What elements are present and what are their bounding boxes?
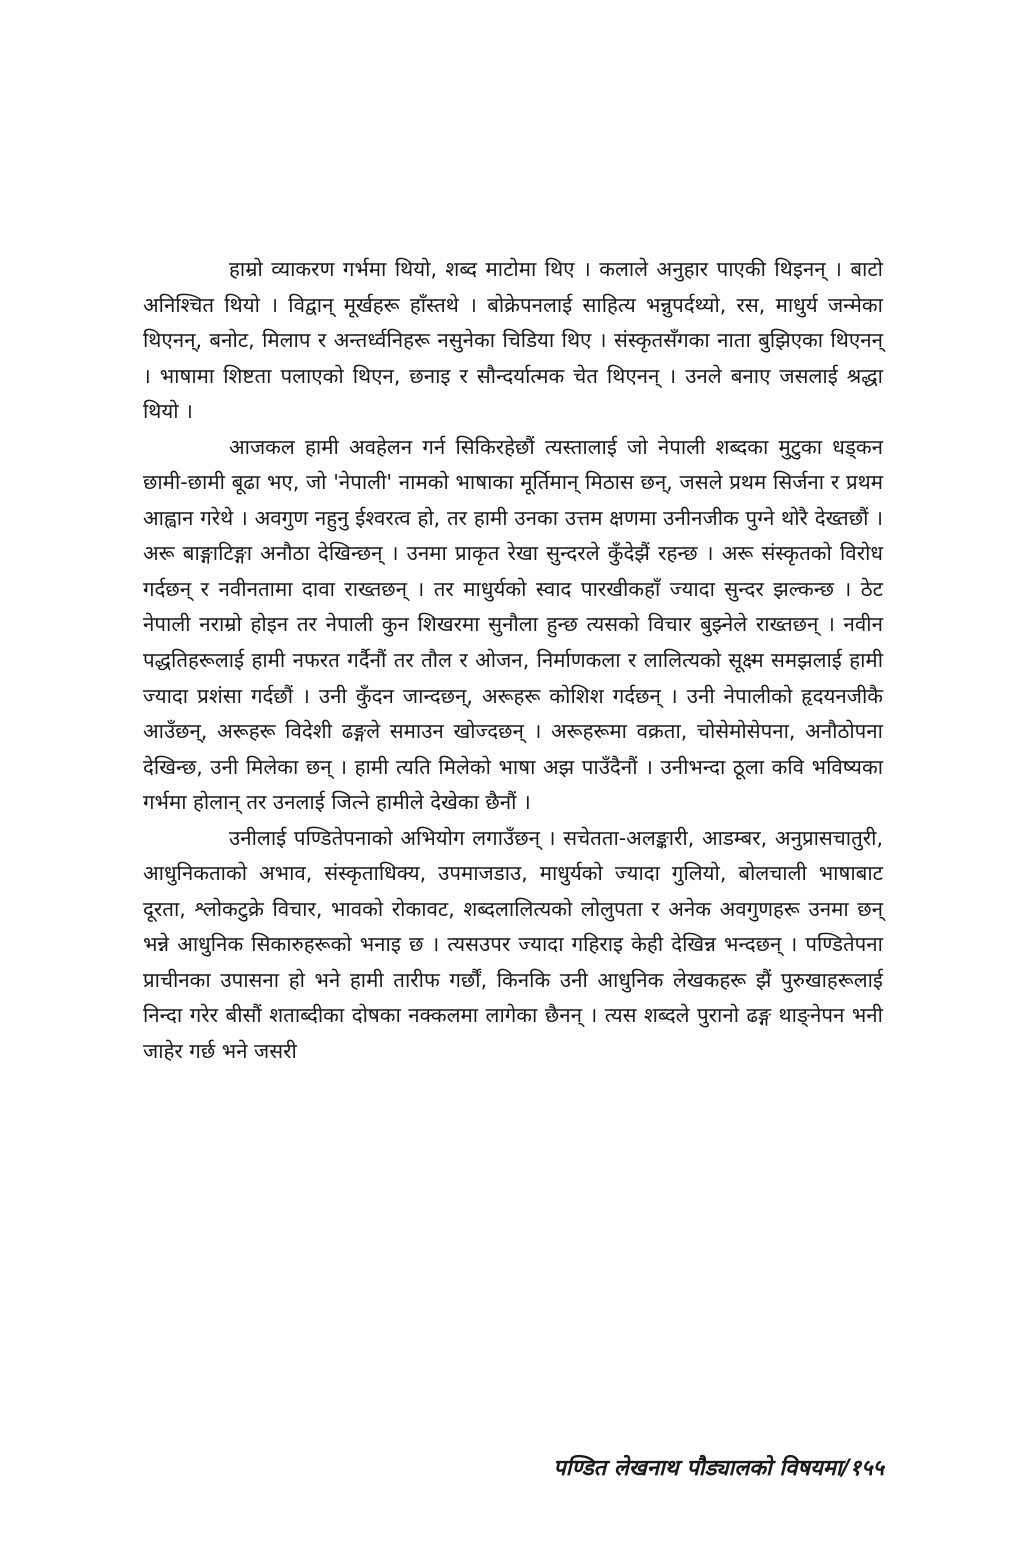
paragraph-3: उनीलाई पण्डितेपनाको अभियोग लगाउँछन् । सचेतता-अलङ्कारी, आडम्बर, अनुप्रासचातुरी, आधुनिकताको अभाव, संस्कृताधिक्य, उपमाजडाउ, माधुर्यको ज्यादा गुलियो, बोलचाली भाषाबाट दूरता, श्लोकटुक्रे विचार, भावको रोकावट, शब्दलालित्यको लोलुपता र अनेक अवगुणहरू उनमा छन् भन्ने आधुनिक सिकारुहरूको भनाइ छ । त्यसउपर ज्यादा गहिराइ केही देखिन्न भन्दछन् । पण्डितेपना प्राचीनका उपासना हो भने हामी तारीफ गर्छौं, किनकि उनी आधुनिक लेखकहरू झैं पुरुखाहरूलाई निन्दा गरेर बीसौं शताब्दीका दोषका नक्कलमा लागेका छैनन् । त्यस शब्दले पुरानो ढङ्ग थाङ्नेपन भनी जाहेर गर्छ भने जसरी [143, 825, 883, 1064]
paragraph-2: आजकल हामी अवहेलन गर्न सिकिरहेछौं त्यस्तालाई जो नेपाली शब्दका मुटुका धड्कन छामी-छामी बूढा भए, जो 'नेपाली' नामको भाषाका मूर्तिमान् मिठास छन्, जसले प्रथम सिर्जना र प्रथम आह्वान गरेथे । अवगुण नहुनु ईश्वरत्व हो, तर हामी उनका उत्तम क्षणमा उनीनजीक पुग्ने थोरै देख्तछौं । अरू बाङ्गाटिङ्गा अनौठा देखिन्छन् । उनमा प्राकृत रेखा सुन्दरले कुँदेझैं रहन्छ । अरू संस्कृतको विरोध गर्दछन् र नवीनतामा दावा राख्तछन् । तर माधुर्यको स्वाद पारखीकहाँ ज्यादा सुन्दर झल्कन्छ । ठेट नेपाली नराम्रो होइन तर नेपाली कुन शिखरमा सुनौला हुन्छ त्यसको विचार बुझ्नेले राख्तछन् । नवीन पद्धतिहरूलाई हामी नफरत गर्दैनौं तर तौल र ओजन, निर्माणकला र लालित्यको सूक्ष्म समझलाई हामी ज्यादा प्रशंसा गर्दछौं । उनी कुँदन जान्दछन्, अरूहरू कोशिश गर्दछन् । उनी नेपालीको हृदयनजीकै आउँछन्, अरूहरू विदेशी ढङ्गले समाउन खोज्दछन् । अरूहरूमा वक्रता, चोसेमोसेपना, अनौठोपना देखिन्छ, उनी मिलेका छन् । हामी त्यति मिलेको भाषा अझ पाउँदैनौं । उनीभन्दा ठूला कवि भविष्यका गर्भमा होलान् तर उनलाई जित्ने हामीले देखेका छैनौं । [143, 434, 883, 815]
paragraph-1: हाम्रो व्याकरण गर्भमा थियो, शब्द माटोमा थिए । कलाले अनुहार पाएकी थिइनन् । बाटो अनिश्चित थियो । विद्वान् मूर्खहरू हाँस्तथे । बोक्रेपनलाई साहित्य भन्नुपर्दथ्यो, रस, माधुर्य जन्मेका थिएनन्, बनोट, मिलाप र अन्तर्ध्वनिहरू नसुनेका चिडिया थिए । संस्कृतसँगका नाता बुझिएका थिएनन् । भाषामा शिष्टता पलाएको थिएन, छनाइ र सौन्दर्यात्मक चेत थिएनन् । उनले बनाए जसलाई श्रद्धा थियो । [143, 257, 883, 424]
body-text [143, 252, 883, 1070]
page-footer: पण्डित लेखनाथ पौड्यालको विषयमा/१५५ [553, 1456, 884, 1481]
